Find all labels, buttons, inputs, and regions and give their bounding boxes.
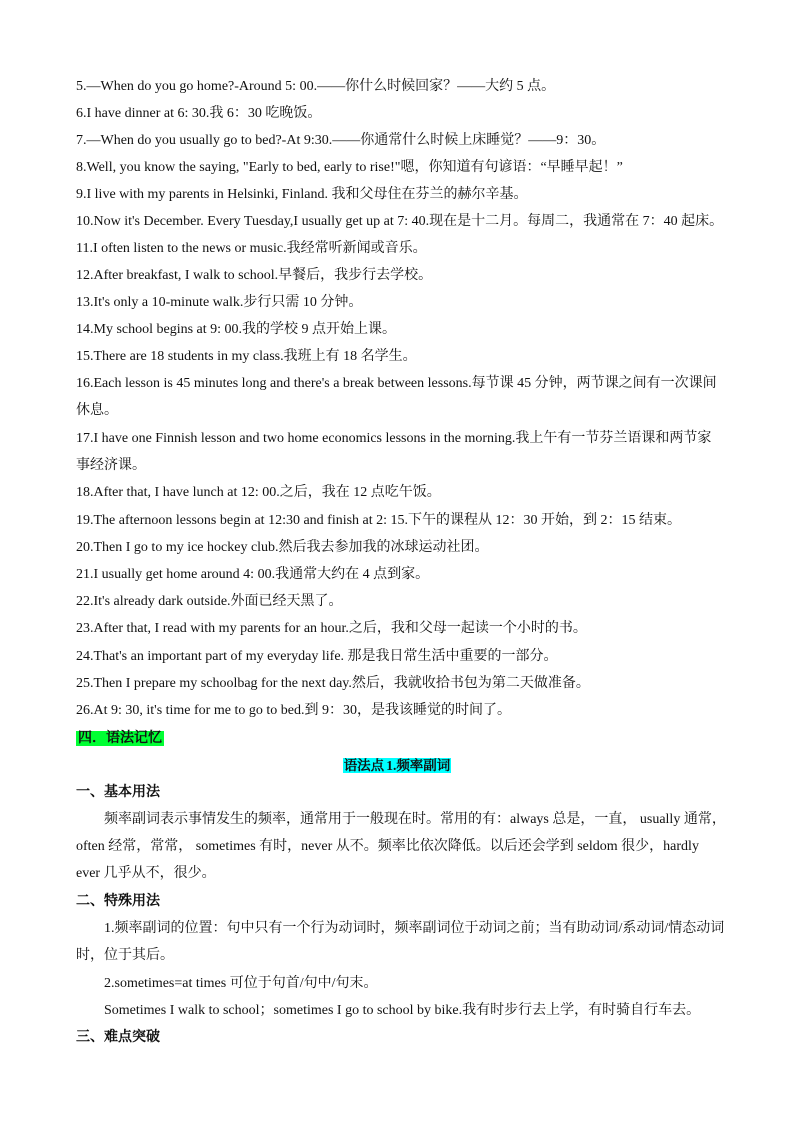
sentence-8: 8.Well, you know the saying, "Early to bed, early to rise!"嗯，你知道有句谚语：“早睡早起！”: [76, 160, 623, 175]
sentence-19: 19.The afternoon lessons begin at 12:30 and finish at 2: 15.下午的课程从 12：30 开始，到 2：15 结束。: [76, 513, 682, 528]
sentence-10: 10.Now it's December. Every Tuesday,I usually get up at 7: 40.现在是十二月。每周二，我通常在 7：40 起床。: [76, 214, 724, 229]
sentence-11: 11.I often listen to the news or music.我经常听新闻或音乐。: [76, 241, 427, 256]
sentence-5: 5.—When do you go home?-Around 5: 00.——你什么时候回家？——大约 5 点。: [76, 79, 556, 94]
sentence-9: 9.I live with my parents in Helsinki, Finland. 我和父母住在芬兰的赫尔辛基。: [76, 187, 528, 202]
difficulty-heading: 三、难点突破: [76, 1030, 160, 1045]
grammar-point-prefix: 语法点: [343, 758, 385, 773]
sentence-26: 26.At 9: 30, it's time for me to go to bed.到 9：30，是我该睡觉的时间了。: [76, 703, 511, 718]
sentence-6: 6.I have dinner at 6: 30.我 6：30 吃晚饭。: [76, 106, 322, 121]
sentence-17-cont: 事经济课。: [76, 458, 146, 473]
sentence-23: 23.After that, I read with my parents for an hour.之后，我和父母一起读一个小时的书。: [76, 621, 587, 636]
sentence-7: 7.—When do you usually go to bed?-At 9:30.——你通常什么时候上床睡觉？——9：30。: [76, 133, 606, 148]
sentence-16: 16.Each lesson is 45 minutes long and there's a break between lessons.每节课 45 分钟，两节课之间有一次课间: [76, 376, 717, 391]
section-four-label: 四．语法记忆: [78, 731, 162, 746]
sentence-20: 20.Then I go to my ice hockey club.然后我去参加我的冰球运动社团。: [76, 540, 489, 555]
sentence-14: 14.My school begins at 9: 00.我的学校 9 点开始上课。: [76, 322, 397, 337]
sentence-22: 22.It's already dark outside.外面已经天黑了。: [76, 594, 343, 609]
sentence-18: 18.After that, I have lunch at 12: 00.之后，我在 12 点吃午饭。: [76, 485, 441, 500]
basic-usage-line-1: 频率副词表示事情发生的频率，通常用于一般现在时。常用的有：always 总是，一直， usually 通常，: [104, 812, 726, 827]
sentence-12: 12.After breakfast, I walk to school.早餐后，我步行去学校。: [76, 268, 433, 283]
special-usage-heading: 二、特殊用法: [76, 894, 160, 909]
sentence-15: 15.There are 18 students in my class.我班上有 18 名学生。: [76, 349, 417, 364]
special-usage-line-2: 时，位于其后。: [76, 948, 174, 963]
grammar-point-label: 1.频率副词: [386, 758, 451, 773]
sentence-24: 24.That's an important part of my everyday life. 那是我日常生活中重要的一部分。: [76, 649, 558, 664]
grammar-point-title: [0, 752, 794, 779]
sentence-21: 21.I usually get home around 4: 00.我通常大约在 4 点到家。: [76, 567, 430, 582]
basic-usage-line-2: often 经常，常常， sometimes 有时，never 从不。频率比依次降低。以后还会学到 seldom 很少，hardly: [76, 839, 699, 854]
section-four-heading: [76, 725, 726, 752]
special-usage-line-3: 2.sometimes=at times 可位于句首/句中/句末。: [104, 976, 378, 991]
sentence-25: 25.Then I prepare my schoolbag for the next day.然后，我就收拾书包为第二天做准备。: [76, 676, 590, 691]
basic-usage-line-3: ever 几乎从不，很少。: [76, 866, 216, 881]
special-usage-line-1: 1.频率副词的位置：句中只有一个行为动词时，频率副词位于动词之前；当有助动词/系动词/情态动词: [104, 921, 725, 936]
sentence-17: 17.I have one Finnish lesson and two home economics lessons in the morning.我上午有一节芬兰语课和两节家: [76, 431, 712, 446]
special-usage-line-4: Sometimes I walk to school；sometimes I go to school by bike.我有时步行去上学，有时骑自行车去。: [104, 1003, 701, 1018]
sentence-13: 13.It's only a 10-minute walk.步行只需 10 分钟。: [76, 295, 363, 310]
sentence-16-cont: 休息。: [76, 403, 118, 418]
basic-usage-heading: 一、基本用法: [76, 785, 160, 800]
